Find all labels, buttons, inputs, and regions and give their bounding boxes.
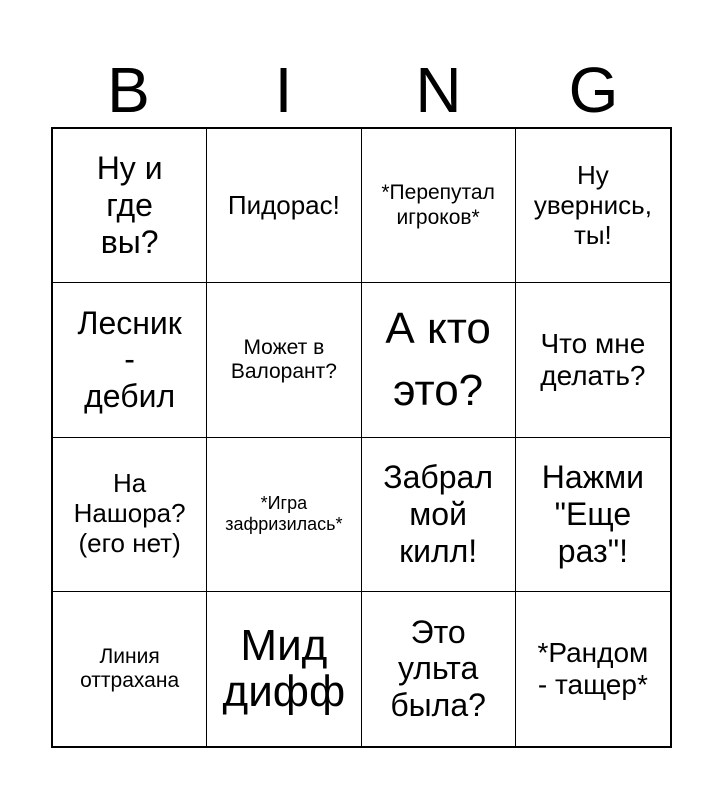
bingo-cell[interactable]: Лесник - дебил (53, 283, 207, 437)
bingo-cell[interactable]: Линия оттрахана (53, 592, 207, 746)
bingo-cell[interactable]: *Перепутал игроков* (362, 129, 516, 283)
bingo-cell[interactable]: Это ульта была? (362, 592, 516, 746)
bingo-cell[interactable]: Ну увернись, ты! (516, 129, 670, 283)
bingo-cell[interactable]: Забрал мой килл! (362, 438, 516, 592)
header-letter-i: I (274, 54, 293, 126)
header-letter-n: N (415, 54, 462, 126)
bingo-header (51, 52, 671, 128)
bingo-cell[interactable]: *Рандом - тащер* (537, 636, 649, 700)
header-letter-b: B (107, 54, 150, 126)
bingo-cell[interactable]: *Игра зафризилась* (207, 438, 361, 592)
bingo-cell[interactable]: Мид дифф (207, 592, 361, 746)
bingo-cell[interactable]: Может в Валорант? (207, 283, 361, 437)
bingo-cell[interactable]: Пидорас! (207, 129, 361, 283)
bingo-cell[interactable]: Нажми "Еще раз"! (516, 438, 670, 592)
bingo-cell[interactable]: А кто это? (362, 283, 516, 437)
header-letter-g: G (568, 54, 619, 126)
bingo-board (51, 127, 672, 748)
bingo-cell[interactable]: Ну и где вы? (53, 129, 207, 283)
bingo-cell[interactable]: На Нашора? (его нет) (53, 438, 207, 592)
bingo-cell[interactable]: Что мне делать? (516, 283, 670, 437)
